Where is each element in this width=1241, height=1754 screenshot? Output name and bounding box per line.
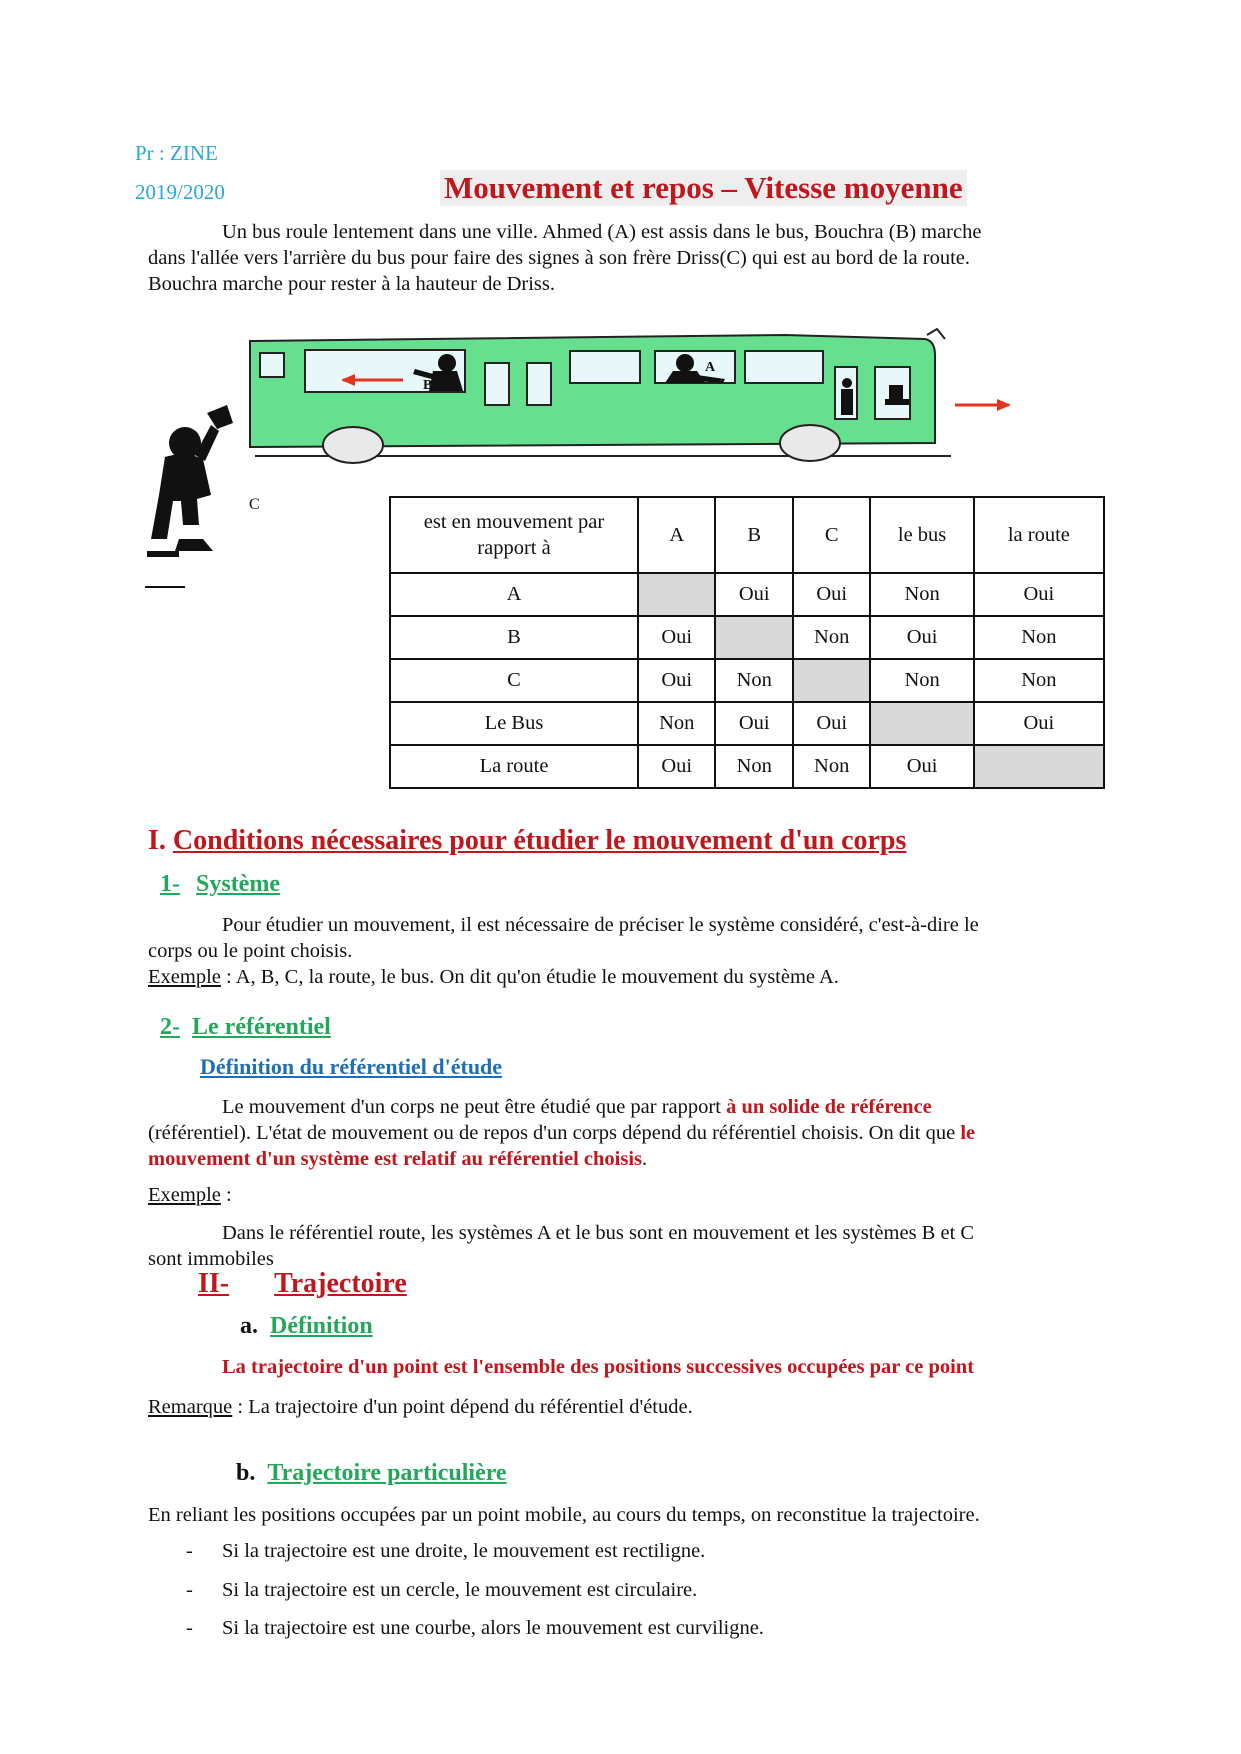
referential-line-3 — [148, 1146, 1108, 1172]
list-dash: - — [186, 1540, 193, 1562]
row-label: A — [390, 573, 638, 616]
intro-line-1: Un bus roule lentement dans une ville. Ahmed (A) est assis dans le bus, Bouchra (B) marche — [222, 221, 982, 243]
label-a: A — [705, 360, 716, 375]
table-cell: Oui — [974, 573, 1104, 616]
sub-b-title: Trajectoire particulière — [267, 1460, 507, 1486]
system-line-1: Pour étudier un mouvement, il est nécessaire de préciser le système considéré, c'est-à-dire le — [222, 914, 979, 936]
table-header-cell: B — [715, 497, 792, 573]
list-item-text: Si la trajectoire est une courbe, alors le mouvement est curviligne. — [222, 1617, 764, 1639]
bus-window — [485, 363, 509, 405]
section-1-number: I. — [148, 825, 166, 856]
remark-text: : La trajectoire d'un point dépend du référentiel d'étude. — [232, 1396, 693, 1418]
trajectory-remark — [148, 1394, 693, 1420]
example-label: Exemple — [148, 966, 221, 988]
table-cell: Oui — [638, 745, 715, 788]
page-title: Mouvement et repos – Vitesse moyenne — [440, 170, 967, 206]
section-2-number: II- — [198, 1268, 230, 1299]
label-b: B — [423, 378, 433, 393]
table-cell: Oui — [638, 659, 715, 702]
referential-example — [148, 1220, 1108, 1272]
definition-subheading: Définition du référentiel d'étude — [200, 1054, 503, 1079]
person-in-door — [841, 378, 853, 415]
bus-wheel-front — [780, 425, 840, 461]
referential-highlight: mouvement d'un système est relatif au référentiel choisis — [148, 1148, 643, 1170]
system-line-2: corps ou le point choisis. — [148, 940, 353, 962]
table-header-cell: A — [638, 497, 715, 573]
referential-line-2 — [148, 1120, 1108, 1146]
table-corner-header: est en mouvement par rapport à — [390, 497, 638, 573]
remark-label: Remarque — [148, 1396, 233, 1418]
row-label: Le Bus — [390, 702, 638, 745]
table-row — [390, 745, 1104, 788]
example-colon: : — [220, 1184, 232, 1206]
referential-example-label — [148, 1182, 232, 1208]
bus-mirror — [927, 329, 945, 339]
bus-window — [570, 351, 640, 383]
list-item — [186, 1579, 1086, 1602]
intro-paragraph — [148, 219, 1108, 297]
table-cell: Oui — [715, 702, 792, 745]
table-cell: Non — [974, 659, 1104, 702]
table-cell — [793, 659, 870, 702]
section-2-title: Trajectoire — [274, 1268, 407, 1299]
sub-b-heading — [236, 1460, 507, 1487]
sub-b-label: b. — [236, 1460, 256, 1486]
bus-wheel-rear — [323, 427, 383, 463]
bus-window — [745, 351, 823, 383]
example-line-2: sont immobiles — [148, 1248, 274, 1270]
sub-1-title: Système — [196, 871, 280, 897]
table-cell — [974, 745, 1104, 788]
trajectory-intro: En reliant les positions occupées par un point mobile, au cours du temps, on reconstitue la trajectoire. — [148, 1504, 980, 1526]
sub-2-title: Le référentiel — [192, 1014, 331, 1040]
example-line-1: Dans le référentiel route, les systèmes A et le bus sont en mouvement et les systèmes B et C — [222, 1222, 975, 1244]
table-row — [390, 616, 1104, 659]
table-cell: Non — [715, 745, 792, 788]
row-label: B — [390, 616, 638, 659]
table-row — [390, 573, 1104, 616]
sub-a-title: Définition — [270, 1313, 373, 1339]
table-cell: Oui — [870, 745, 973, 788]
table-header-cell: C — [793, 497, 870, 573]
section-1-title: Conditions nécessaires pour étudier le mouvement d'un corps — [172, 825, 907, 856]
list-dash: - — [186, 1579, 193, 1601]
table-header-cell: la route — [974, 497, 1104, 573]
table-cell: Oui — [638, 616, 715, 659]
table-row — [390, 659, 1104, 702]
table-cell: Non — [870, 573, 973, 616]
list-dash: - — [186, 1617, 193, 1639]
section-2-heading — [198, 1268, 407, 1300]
example-label: Exemple — [148, 1184, 221, 1206]
referential-highlight: le — [960, 1122, 976, 1144]
sub-2-number: 2- — [160, 1014, 180, 1040]
table-cell: Non — [974, 616, 1104, 659]
list-item — [186, 1617, 1086, 1640]
referential-text: (référentiel). L'état de mouvement ou de repos d'un corps dépend du référentiel choisis. On dit que — [148, 1122, 961, 1144]
trajectory-definition: La trajectoire d'un point est l'ensemble des positions successives occupées par ce point — [222, 1356, 975, 1378]
school-year: 2019/2020 — [135, 180, 225, 204]
example-text: : A, B, C, la route, le bus. On dit qu'on étudie le mouvement du système A. — [220, 966, 839, 988]
table-cell — [870, 702, 973, 745]
person-c — [147, 405, 233, 557]
referential-text: . — [642, 1148, 648, 1170]
table-cell: Oui — [715, 573, 792, 616]
table-cell: Non — [638, 702, 715, 745]
table-header-cell: le bus — [870, 497, 973, 573]
table-cell — [715, 616, 792, 659]
table-cell: Oui — [870, 616, 973, 659]
list-item-text: Si la trajectoire est une droite, le mouvement est rectiligne. — [222, 1540, 706, 1562]
table-cell: Oui — [974, 702, 1104, 745]
bus-window — [527, 363, 551, 405]
sub-a-heading — [240, 1313, 373, 1340]
system-paragraph — [148, 912, 1108, 990]
label-c: C — [249, 496, 260, 513]
intro-line-2: dans l'allée vers l'arrière du bus pour faire des signes à son frère Driss(C) qui est au bord de la route. — [148, 247, 970, 269]
intro-line-3: Bouchra marche pour rester à la hauteur de Driss. — [148, 273, 555, 295]
table-header-row — [390, 497, 1104, 573]
teacher-name: Pr : ZINE — [135, 141, 218, 165]
table-row — [390, 702, 1104, 745]
list-item-text: Si la trajectoire est un cercle, le mouvement est circulaire. — [222, 1579, 698, 1601]
referential-line-1 — [148, 1094, 1108, 1120]
row-label: C — [390, 659, 638, 702]
arrow-bus-head — [997, 399, 1011, 411]
referential-text: Le mouvement d'un corps ne peut être étudié que par rapport — [222, 1096, 727, 1118]
sub-2-heading — [160, 1014, 331, 1041]
row-label: La route — [390, 745, 638, 788]
table-cell: Non — [793, 616, 870, 659]
table-cell: Non — [870, 659, 973, 702]
sub-1-heading — [160, 871, 280, 898]
table-cell — [638, 573, 715, 616]
table-cell: Oui — [793, 702, 870, 745]
bus-window — [260, 353, 284, 377]
motion-table — [389, 496, 1105, 789]
table-cell: Non — [715, 659, 792, 702]
table-cell: Oui — [793, 573, 870, 616]
section-1-heading — [148, 825, 906, 857]
sub-1-number: 1- — [160, 871, 180, 897]
list-item — [186, 1540, 1086, 1563]
system-example — [148, 964, 1108, 990]
referential-paragraph — [148, 1094, 1108, 1172]
table-cell: Non — [793, 745, 870, 788]
referential-highlight: à un solide de référence — [726, 1096, 932, 1118]
sub-a-label: a. — [240, 1313, 258, 1339]
